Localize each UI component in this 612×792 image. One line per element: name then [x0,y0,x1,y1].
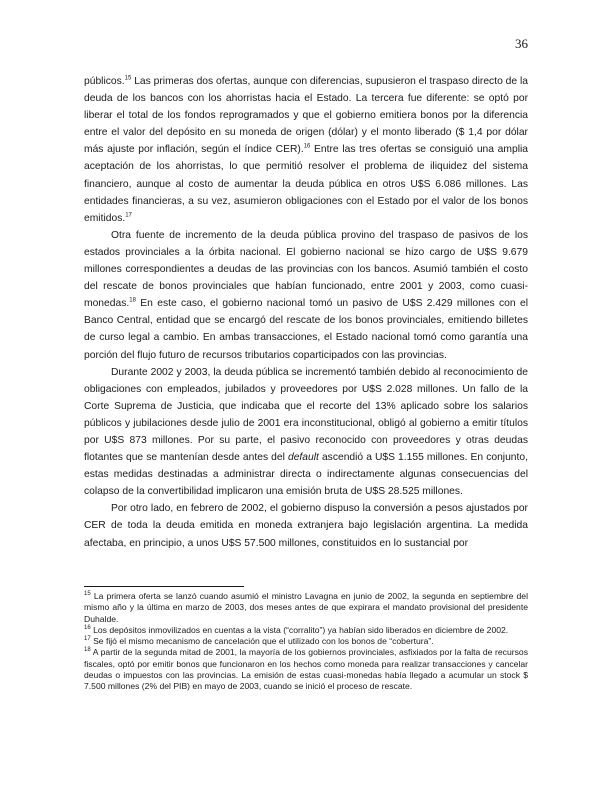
footnote [84,625,528,636]
footnote-number: 16 [84,625,91,632]
body-paragraph [84,73,528,227]
footnote-reference: 17 [125,212,132,219]
footnote-reference: 16 [303,143,311,150]
footnote-text: Los depósitos inmovilizados en cuentas a la vista (“corralito”) ya habían sido liberados en diciembre de 2002. [90,624,509,635]
emphasized-text: default [287,452,319,464]
footnote-text: La primera oferta se lanzó cuando asumió el ministro Lavagna en junio de 2002, la segunda en septiembre del mismo año y la última en marzo de 2003, dos meses antes de que expirara el mandato provisional del presidente Duhalde. [84,591,528,624]
footnote [84,591,528,625]
body-paragraph [84,364,528,501]
text-segment: públicos. [84,76,125,87]
footnotes [84,591,528,693]
text-segment: Entre las tres ofertas se consiguió una amplia aceptación de los ahorristas, lo que permitió resolver el problema de iliquidez del sistema financiero, aunque al costo de aumentar la deuda pública en otros U$S 6.086 millones. Las entidades financieras, a su vez, asumieron obligaciones con el Estado por el valor de los bonos emitidos. [84,144,528,224]
footnote-text: Se fijó el mismo mecanismo de cancelación que el utilizado con los bonos de “cobertura”. [90,636,434,647]
body-paragraph [84,227,528,364]
footnote-number: 15 [84,591,91,598]
footnote-number: 18 [84,647,91,654]
footnote [84,636,528,647]
text-segment: ascendió a U$S 1.155 millones. En conjunto, estas medidas destinadas a administrar directa o indirectamente algunas consecuencias del colapso de la convertibilidad implicaron una emisión bruta de U$S 28.525 millones. [84,452,528,498]
body-text [84,73,528,552]
text-segment: Por otro lado, en febrero de 2002, el gobierno dispuso la conversión a pesos ajustados por CER de toda la deuda emitida en moneda extranjera bajo legislación argentina. La medida afectaba, en principio, a unos U$S 57.500 millones, constituidos en lo sustancial por [84,503,528,549]
footnote-reference: 15 [124,75,132,82]
text-segment: Otra fuente de incremento de la deuda pública provino del traspaso de pasivos de los estados provinciales a la órbita nacional. El gobierno nacional se hizo cargo de U$S 9.679 millones correspondientes a deudas de las provincias con los bancos. Asumió también el costo del rescate de bonos provinciales que habían funcionado, entre 2001 y 2003, como cuasi-monedas. [84,229,528,310]
footnote-divider [84,586,244,587]
text-segment: En este caso, el gobierno nacional tomó un pasivo de U$S 2.429 millones con el Banco Central, entidad que se encargó del rescate de los bonos provinciales, emitiendo billetes de curso legal a cambio. En ambas transacciones, el Estado nacional tomó como garantía una porción del flujo futuro de recursos tributarios coparticipados con las provincias. [84,298,528,361]
page-number: 36 [515,36,528,51]
text-segment: Las primeras dos ofertas, aunque con diferencias, supusieron el traspaso directo de la deuda de los bancos con los ahorristas hacia el Estado. La tercera fue diferente: se optó por liberar el total de los fondos reprogramados y que el gobierno emitiera bonos por la diferencia entre el valor del depósito en su moneda de origen (dólar) y el monto liberado ($ 1,4 por dólar más ajuste por inflación, según el índice CER). [84,76,528,156]
footnote [84,647,528,692]
footnote-number: 17 [84,636,91,643]
text-segment: Durante 2002 y 2003, la deuda pública se incrementó también debido al reconocimiento de obligaciones con empleados, jubilados y proveedores por U$S 2.028 millones. Un fallo de la Corte Suprema de Justicia, que indicaba que el recorte del 13% aplicado sobre los salarios públicos y jubilaciones desde julio de 2001 era inconstitucional, obligó al gobierno a emitir títulos por U$S 873 millones. Por su parte, el pasivo reconocido con proveedores y otras deudas flotantes que se mantenían desde antes del [84,366,528,464]
body-paragraph [84,500,528,551]
footnote-text: A partir de la segunda mitad de 2001, la mayoría de los gobiernos provinciales, asfixiados por la falta de recursos fiscales, optó por emitir bonos que funcionaron en los hechos como moneda para realizar transacciones y cancelar deudas o impuestos con las provincias. La emisión de estas cuasi-monedas había llegado a acumular un stock $ 7.500 millones (2% del PIB) en mayo de 2003, cuando se inició el proceso de rescate. [84,647,528,692]
footnote-reference: 18 [129,297,136,304]
